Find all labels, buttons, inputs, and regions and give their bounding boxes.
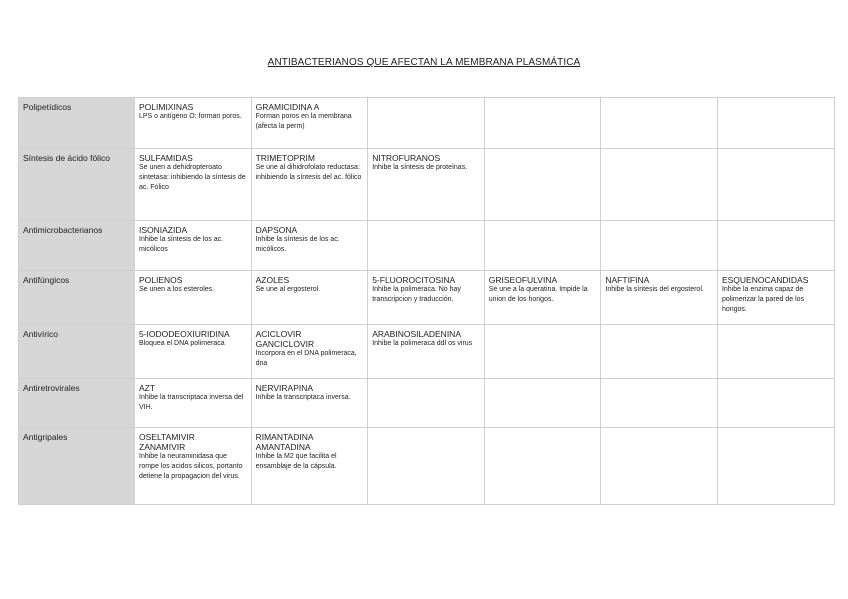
drug-name: OSELTAMIVIR ZANAMIVIR [139,432,195,452]
drug-name: TRIMETOPRIM [255,153,315,163]
drug-cell [251,149,368,221]
drug-name: AZT [139,383,156,393]
drug-cell [368,98,485,149]
drug-name: POLIENOS [139,275,183,285]
drug-cell [484,98,601,149]
drug-description: Inhibe la transcriptaca inversa del VIH. [139,394,244,411]
drug-name: ESQUENOCANDIDAS [721,275,809,285]
drug-cell [601,271,718,325]
drug-cell [717,379,834,428]
drug-cell [601,221,718,271]
table-row [19,149,835,221]
category-cell: Antifúngicos [19,271,135,325]
drug-name: RIMANTADINA AMANTADINA [255,432,314,452]
drug-cell [484,221,601,271]
drug-cell [601,379,718,428]
drug-description: Incorpora en el DNA polimeraca, dna [255,350,357,367]
drug-cell [135,98,252,149]
drug-description: Bloquea el DNA polimeraca [139,340,225,347]
drug-cell [717,221,834,271]
drug-description: Inhibe la transcriptaca inversa. [255,394,351,401]
drug-cell [717,271,834,325]
drug-name: 5-FLUOROCITOSINA [372,275,456,285]
drug-cell [368,221,485,271]
drug-name: NITROFURANOS [372,153,441,163]
drug-cell [601,98,718,149]
drug-description: Inhibe la enzima capaz de polimerizar la pared de los hongos. [721,286,805,313]
drug-cell [484,271,601,325]
drug-description: Se une a la queratina. Impide la union de los hongos. [488,286,588,303]
drug-description: Se unen a los esteroles. [139,286,215,293]
drug-description: Inhibe la síntesis de los ac. micólicos. [255,236,340,253]
drug-name: NAFTIFINA [605,275,650,285]
drug-cell [135,379,252,428]
drug-description: Se unen a dehidropteroato sintetasa: inhibiendo la síntesis de ac. Fólico [139,164,246,191]
table-row [19,325,835,379]
drug-description: Inhibe la síntesis de los ac. micólicos [139,236,224,253]
drug-cell [368,271,485,325]
drug-cell [135,271,252,325]
category-cell: Antimicrobacterianos [19,221,135,271]
drug-name: POLIMIXINAS [139,102,194,112]
table-row [19,271,835,325]
category-cell: Polipetídicos [19,98,135,149]
drug-cell [484,149,601,221]
drug-description: Forman poros en la membrana (afecta la perm) [255,113,352,130]
table-row [19,428,835,505]
drug-name: ACICLOVIR GANCICLOVIR [255,329,315,349]
drug-description: Se une al dihidrofolato reductasa: inhibiendo la síntesis del ac. fólico [255,164,362,181]
category-cell: Síntesis de ácido fólico [19,149,135,221]
drug-cell [484,379,601,428]
drug-cell [368,325,485,379]
drug-cell [135,149,252,221]
drug-description: Inhibe la polimeraca ddl os virus [372,340,473,347]
drug-name: GRAMICIDINA A [255,102,320,112]
drug-description: Inhibe la síntesis de proteínas. [372,164,468,171]
drug-cell [251,379,368,428]
category-cell: Antiretrovirales [19,379,135,428]
category-cell: Antigripales [19,428,135,505]
drug-cell [717,428,834,505]
drug-name: DAPSONA [255,225,298,235]
drug-description: Se une al ergosterol. [255,286,321,293]
drug-name: ARABINOSILADENINA [372,329,461,339]
drug-cell [368,428,485,505]
drug-cell [251,271,368,325]
table-row [19,221,835,271]
drug-cell [601,325,718,379]
drug-cell [251,428,368,505]
drug-cell [484,428,601,505]
drug-name: GRISEOFULVINA [488,275,558,285]
drug-name: 5-IODODEOXIURIDINA [139,329,230,339]
drug-cell [717,98,834,149]
drug-description: Inhibe la neuraminidasa que rompe los acidos silicos, portanto detiene la propagacion del virus. [139,453,243,480]
drug-name: NERVIRAPINA [255,383,314,393]
table-row [19,98,835,149]
drug-description: Inhibe la polimeraca. No hay transcripcion y traducción. [372,286,461,303]
drug-cell [717,149,834,221]
drug-table [18,97,835,505]
drug-cell [601,149,718,221]
drug-cell [484,325,601,379]
drug-cell [135,221,252,271]
drug-cell [135,428,252,505]
page-title: ANTIBACTERIANOS QUE AFECTAN LA MEMBRANA PLASMÁTICA [267,57,581,68]
drug-cell [368,379,485,428]
drug-cell [251,98,368,149]
drug-cell [135,325,252,379]
drug-name: ISONIAZIDA [139,225,188,235]
drug-description: LPS o antígeno O: forman poros. [139,113,242,120]
drug-name: AZOLES [255,275,290,285]
drug-description: Inhibe la síntesis del ergosterol. [605,286,704,293]
drug-cell [717,325,834,379]
drug-description: Inhibe la M2 que facilita el ensamblaje de la cápsula. [255,453,337,470]
drug-cell [251,221,368,271]
drug-cell [601,428,718,505]
drug-name: SULFAMIDAS [139,153,193,163]
drug-cell [368,149,485,221]
table-row [19,379,835,428]
drug-cell [251,325,368,379]
category-cell: Antivírico [19,325,135,379]
